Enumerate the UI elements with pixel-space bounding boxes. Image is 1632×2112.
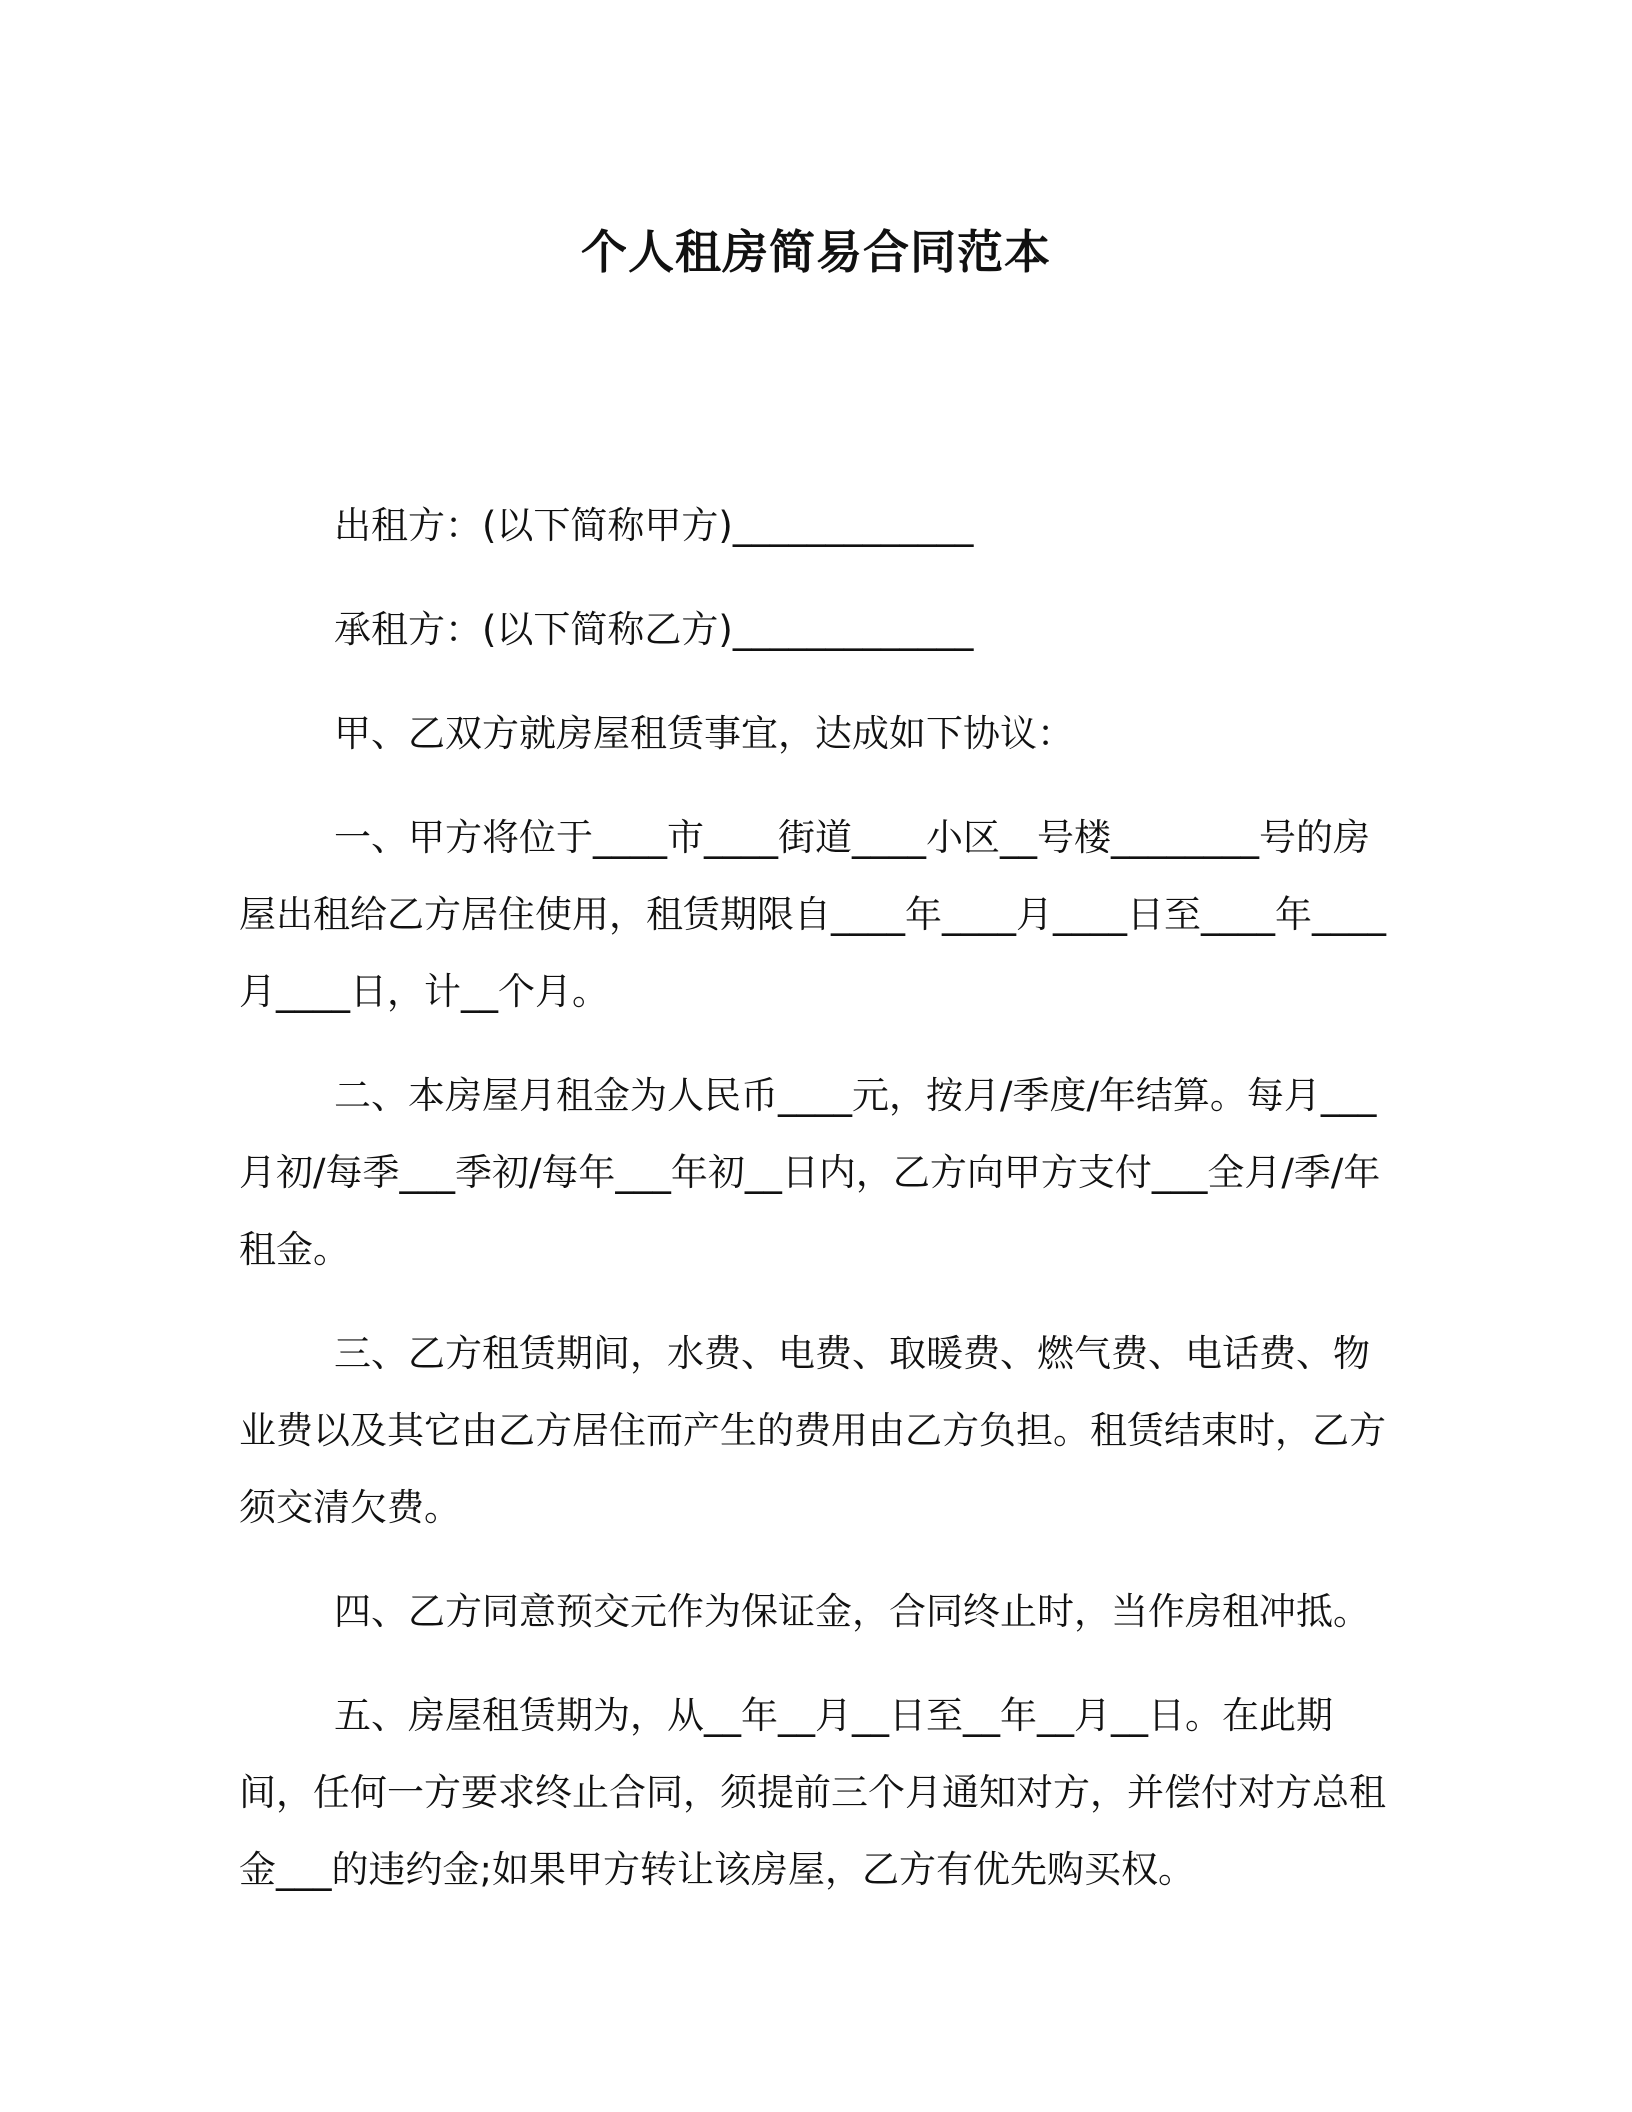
clause-1: 一、甲方将位于____市____街道____小区__号楼________号的房屋出租给乙方居住使用，租赁期限自____年____月____日至____年____月____日，计__个月。 [239,816,1386,1013]
lessee-line: 承租方：(以下简称乙方)_____________ [334,608,974,651]
lessor-line: 出租方：(以下简称甲方)_____________ [334,504,974,547]
document-title: 个人租房简易合同范本 [581,225,1051,279]
clause-2: 二、本房屋月租金为人民币____元，按月/季度/年结算。每月___月初/每季___季初/每年___年初__日内，乙方向甲方支付___全月/季/年租金。 [239,1074,1381,1271]
document-body [239,487,1391,1935]
clause-4: 四、乙方同意预交元作为保证金，合同终止时，当作房租冲抵。 [334,1590,1370,1633]
clause-5: 五、房屋租赁期为，从__年__月__日至__年__月__日。在此期间，任何一方要求终止合同，须提前三个月通知对方，并偿付对方总租金___的违约金;如果甲方转让该房屋，乙方有优先购买权。 [239,1694,1386,1891]
clause-3: 三、乙方租赁期间，水费、电费、取暖费、燃气费、电话费、物业费以及其它由乙方居住而产生的费用由乙方负担。租赁结束时，乙方须交清欠费。 [239,1332,1386,1529]
agreement-intro: 甲、乙双方就房屋租赁事宜，达成如下协议： [334,712,1074,755]
